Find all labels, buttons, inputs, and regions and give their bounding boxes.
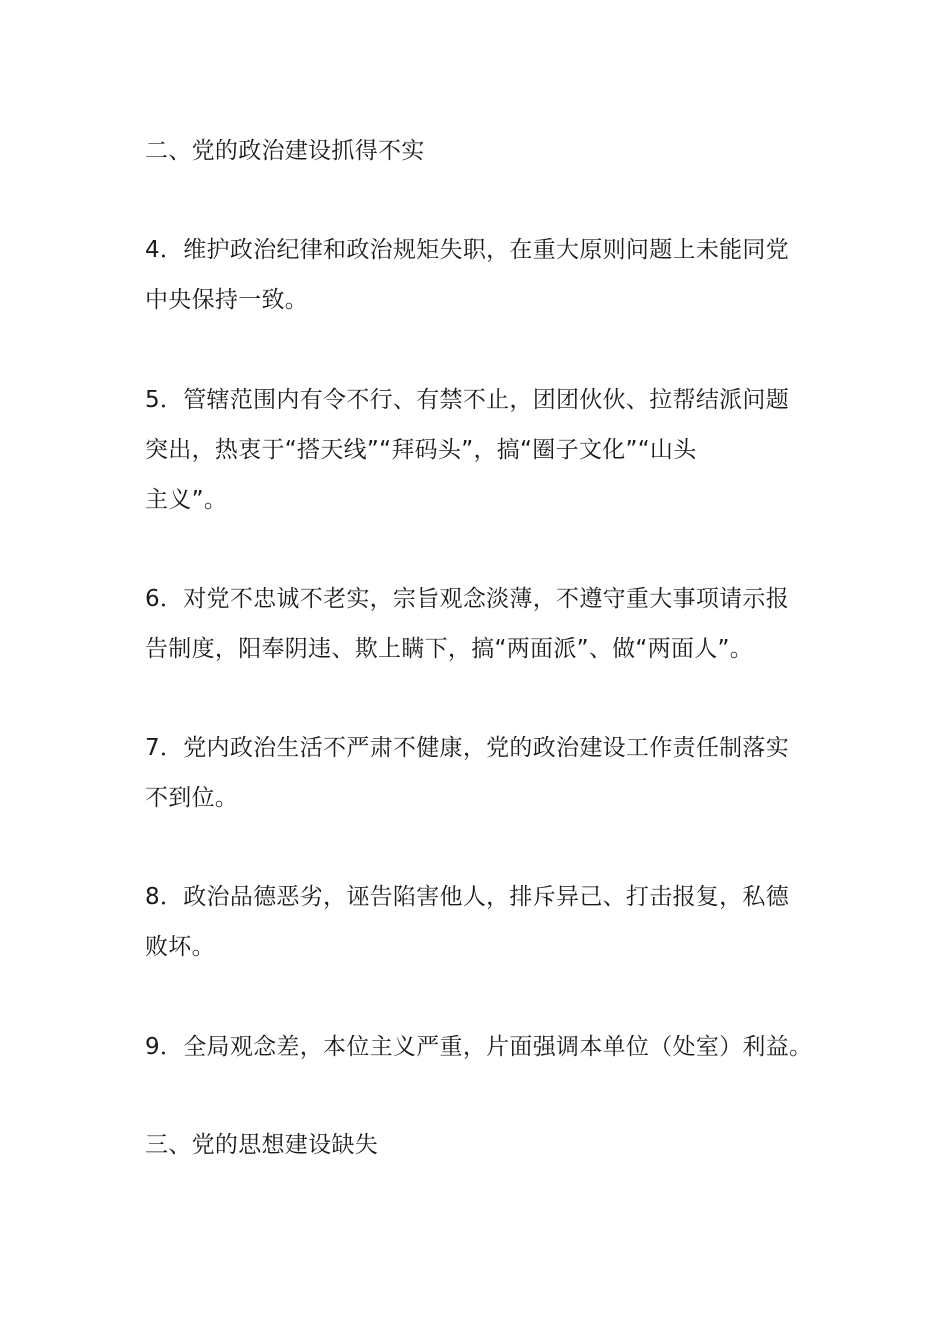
paragraph-item-5 xyxy=(145,375,825,525)
paragraph-item-9 xyxy=(145,1022,825,1072)
text-line: 不到位。 xyxy=(145,785,239,811)
text-line: 主义”。 xyxy=(145,487,228,513)
section-heading-2 xyxy=(145,126,825,176)
text-line: 9．全局观念差，本位主义严重，片面强调本单位（处室）利益。 xyxy=(145,1034,813,1060)
text-line: 二、党的政治建设抓得不实 xyxy=(145,138,425,164)
text-line: 4．维护政治纪律和政治规矩失职，在重大原则问题上未能同党 xyxy=(145,237,790,263)
paragraph-item-6 xyxy=(145,574,825,674)
text-line: 6．对党不忠诚不老实，宗旨观念淡薄，不遵守重大事项请示报 xyxy=(145,586,790,612)
text-line: 败坏。 xyxy=(145,934,215,960)
paragraph-item-8 xyxy=(145,872,825,972)
text-line: 中央保持一致。 xyxy=(145,287,309,313)
text-line: 8．政治品德恶劣，诬告陷害他人，排斥异己、打击报复，私德 xyxy=(145,884,790,910)
text-line: 7．党内政治生活不严肃不健康，党的政治建设工作责任制落实 xyxy=(145,735,790,761)
text-line: 突出，热衷于“搭天线”“拜码头”，搞“圈子文化”“山头 xyxy=(145,437,697,463)
text-line: 三、党的思想建设缺失 xyxy=(145,1132,378,1158)
text-line: 5．管辖范围内有令不行、有禁不止，团团伙伙、拉帮结派问题 xyxy=(145,387,790,413)
text-line: 告制度，阳奉阴违、欺上瞒下，搞“两面派”、做“两面人”。 xyxy=(145,636,754,662)
paragraph-item-4 xyxy=(145,225,825,325)
section-heading-3 xyxy=(145,1120,825,1170)
paragraph-item-7 xyxy=(145,723,825,823)
